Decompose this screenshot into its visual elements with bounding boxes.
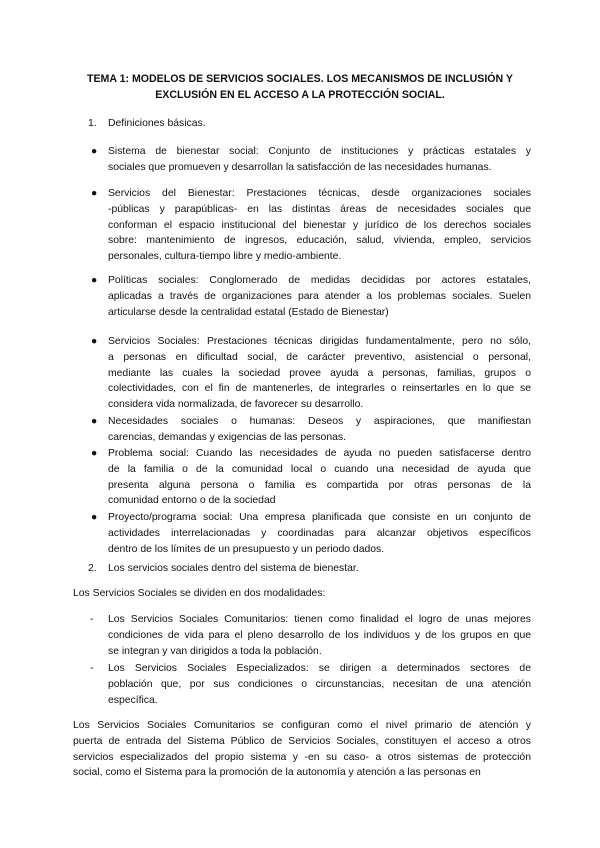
dash-marker: - [90, 614, 94, 625]
text-line: servicios especializados del propio sistema y -en su caso- a otros sistemas de protección [73, 751, 531, 763]
text-line: aplicadas a través de organizaciones para atender a los problemas sociales. Suelen [108, 290, 531, 302]
text-line: se integran y van dirigidos a toda la población. [108, 645, 322, 657]
text-line: -públicas y parapúblicas- en las distintas áreas de necesidades sociales que [108, 203, 531, 215]
bullet-icon: ● [91, 512, 98, 523]
text-line: condiciones de vida para el pleno desarrollo de los individuos y de los grupos en que [108, 629, 531, 641]
text-line: específica. [108, 694, 158, 706]
text-line: actividades interrelacionadas y coordinadas para alcanzar objetivos específicos [108, 527, 531, 539]
text-line: sociales que promueven y desarrollan la satisfacción de las necesidades humanas. [108, 161, 492, 173]
text-line: sobre: mantenimiento de ingresos, educación, salud, vivienda, empleo, servicios [108, 235, 531, 247]
text-line: considera vida normalizada, de favorecer su desarrollo. [108, 399, 364, 411]
text-line: Sistema de bienestar social: Conjunto de instituciones y prácticas estatales y [108, 146, 531, 157]
text-line: Los Servicios Sociales Comunitarios: tienen como finalidad el logro de unas mejores [108, 614, 531, 625]
title-line: TEMA 1: MODELOS DE SERVICIOS SOCIALES. LOS MECANISMOS DE INCLUSIÓN Y [87, 73, 513, 85]
bullet-icon: ● [91, 448, 98, 459]
text-line: Los Servicios Sociales Comunitarios se configuran como el nivel primario de atención y [73, 720, 531, 731]
text-line: personales, cultura-tiempo libre y medio-ambiente. [108, 251, 342, 263]
text-line: dentro de los límites de un presupuesto y un periodo dados. [108, 543, 385, 555]
text-line: Servicios Sociales: Prestaciones técnicas dirigidas fundamentalmente, pero no sólo, [108, 336, 531, 347]
text-line: mediante las cuales la sociedad provee ayuda a personas, familias, grupos o [108, 367, 531, 379]
intro-paragraph: Los Servicios Sociales se dividen en dos modalidades: [73, 588, 326, 599]
text-line: articularse desde la centralidad estatal (Estado de Bienestar) [108, 306, 389, 318]
bullet-icon: ● [91, 275, 98, 286]
text-line: de la familia o de la comunidad local o cuando una necesidad de ayuda que [108, 463, 531, 475]
text-line: carencias, demandas y exigencias de las personas. [108, 431, 346, 443]
bullet-icon: ● [91, 188, 98, 199]
text-line: Servicios del Bienestar: Prestaciones técnicas, desde organizaciones sociales [108, 188, 531, 199]
bullet-icon: ● [91, 146, 98, 157]
text-line: puerta de entrada del Sistema Público de Servicios Sociales, constituyen el acceso a otros [73, 735, 531, 747]
text-line: social, como el Sistema para la promoción de la autonomía y atención a las personas en [73, 767, 481, 779]
section-number: 2. [88, 563, 97, 574]
text-line: a personas en dificultad social, de carácter preventivo, asistencial o personal, [108, 351, 531, 363]
bullet-icon: ● [91, 416, 98, 427]
document-title [60, 71, 540, 103]
text-line: Proyecto/programa social: Una empresa planificada que consiste en un conjunto de [108, 512, 531, 523]
text-line: Necesidades sociales o humanas: Deseos y aspiraciones, que manifiestan [108, 416, 531, 427]
text-line: conforman el espacio institucional del bienestar y jurídico de los derechos sociales [108, 219, 531, 231]
dash-marker: - [90, 663, 94, 674]
text-line: colectividades, con el fin de mantenerles, de integrarles o reinsertarles en lo que se [108, 383, 531, 395]
bullet-icon: ● [91, 336, 98, 347]
section-heading: Los servicios sociales dentro del sistema de bienestar. [108, 563, 359, 574]
section-heading: Definiciones básicas. [108, 118, 206, 129]
text-line: población que, por sus condiciones o circunstancias, necesitan de una atención [108, 678, 531, 690]
text-line: presenta alguna persona o familia es compartida por otras personas de la [108, 479, 531, 491]
text-line: Políticas sociales: Conglomerado de medidas decididas por actores estatales, [108, 275, 531, 286]
text-line: comunidad entorno o de la sociedad [108, 495, 276, 507]
text-line: Problema social: Cuando las necesidades de ayuda no pueden satisfacerse dentro [108, 448, 531, 459]
section-number: 1. [88, 118, 97, 129]
title-line: EXCLUSIÓN EN EL ACCESO A LA PROTECCIÓN SOCIAL. [155, 89, 445, 101]
text-line: Los Servicios Sociales Especializados: se dirigen a determinados sectores de [108, 663, 531, 674]
